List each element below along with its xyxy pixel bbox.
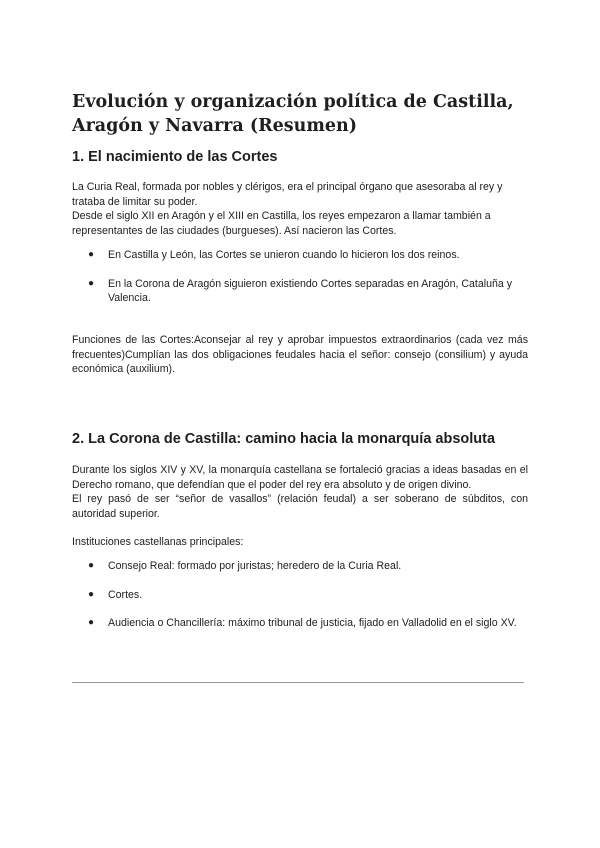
list-item xyxy=(72,559,528,574)
section-1-heading: 1. El nacimiento de las Cortes xyxy=(72,149,278,165)
section-2-bullet-list xyxy=(72,559,528,631)
section-2-paragraph-3: Instituciones castellanas principales: xyxy=(72,536,244,548)
list-item xyxy=(72,616,528,631)
section-1-functions-paragraph: Funciones de las Cortes:Aconsejar al rey y aprobar impuestos extraordinarios (cada vez más frecuentes)Cumplían las dos obligaciones feudales hacia el señor: consejo (consilium) y ayuda económica (auxilium). xyxy=(72,334,528,375)
section-1-paragraph-2: Desde el siglo XII en Aragón y el XIII en Castilla, los reyes empezaron a llamar también a representantes de las ciudades (burgueses). Así nacieron las Cortes. xyxy=(72,210,491,237)
list-item xyxy=(72,588,528,603)
section-1-paragraph-1: La Curia Real, formada por nobles y clérigos, era el principal órgano que asesoraba al rey y trataba de limitar su poder. xyxy=(72,181,503,208)
bullet-icon: ● xyxy=(88,249,95,260)
document-title: Evolución y organización política de Castilla, Aragón y Navarra (Resumen) xyxy=(72,92,514,136)
section-2-paragraph-1: Durante los siglos XIV y XV, la monarquía castellana se fortaleció gracias a ideas basadas en el Derecho romano, que defendían que el poder del rey era absoluto y de origen divino. xyxy=(72,464,528,491)
section-2-paragraph-2: El rey pasó de ser “señor de vasallos” (relación feudal) a ser soberano de súbditos, con autoridad superior. xyxy=(72,493,528,520)
list-item xyxy=(72,248,528,263)
bullet-icon: ● xyxy=(88,560,95,571)
list-item-text: Audiencia o Chancillería: máximo tribunal de justicia, fijado en Valladolid en el siglo XV. xyxy=(108,617,517,629)
horizontal-divider xyxy=(72,682,524,683)
list-item-text: Consejo Real: formado por juristas; heredero de la Curia Real. xyxy=(108,560,402,572)
list-item-text: En la Corona de Aragón siguieron existiendo Cortes separadas en Aragón, Cataluña y Valencia. xyxy=(108,277,512,304)
list-item-text: En Castilla y León, las Cortes se unieron cuando lo hicieron los dos reinos. xyxy=(108,249,460,261)
section-2-heading: 2. La Corona de Castilla: camino hacia la monarquía absoluta xyxy=(72,431,496,447)
bullet-icon: ● xyxy=(88,277,95,289)
section-1-bullet-list xyxy=(72,248,528,306)
list-item xyxy=(72,277,528,306)
bullet-icon: ● xyxy=(88,588,95,600)
list-item-text: Cortes. xyxy=(108,588,143,601)
bullet-icon: ● xyxy=(88,617,95,628)
